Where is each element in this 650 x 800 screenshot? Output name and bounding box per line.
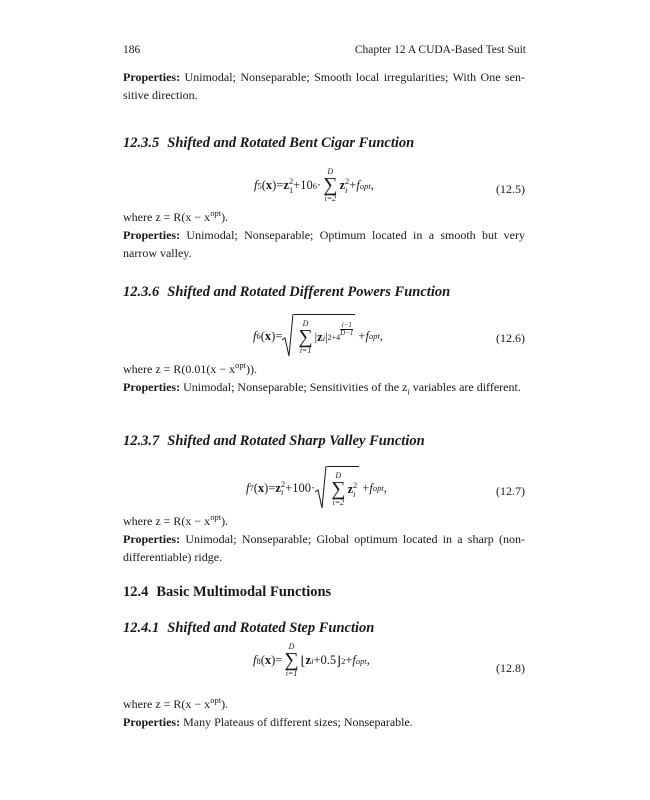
equation-12-7 <box>123 466 525 514</box>
running-title: Chapter 12 A CUDA-Based Test Suit <box>354 44 526 56</box>
equation-body: f 5 ( x ) = z 2 1 + 10 6 · D ∑ i=2 z 2 i + f opt , <box>254 167 374 203</box>
section-heading-12-4-1: 12.4.1 Shifted and Rotated Step Function <box>123 620 375 636</box>
equation-number: (12.6) <box>496 331 525 345</box>
section-heading-12-3-7: 12.3.7 Shifted and Rotated Sharp Valley Function <box>123 433 425 449</box>
equation-body: f 8 ( x ) = D ∑ i=1 ⌊ z i + 0.5 ⌋ 2 + f opt , <box>253 642 370 678</box>
properties-label: Properties: <box>123 380 181 394</box>
properties-12-3-7: where $z = R(x - x^{opt})$. Properties: Unimodal; Nonseparable; Global optimum located in a sharp (non-differentiable) ridge. <box>123 512 525 564</box>
properties-label: Properties: <box>123 532 181 546</box>
section-title: Shifted and Rotated Bent Cigar Function <box>167 135 415 151</box>
equation-12-8 <box>123 643 525 689</box>
square-root: D ∑ i=2 z 2 i <box>315 466 359 510</box>
properties-label: Properties: <box>123 70 181 84</box>
section-heading-12-4: 12.4 Basic Multimodal Functions <box>123 584 332 600</box>
properties-12-4-1: where $z = R(x - x^{opt})$. Properties: Many Plateaus of different sizes; Nonseparable. <box>123 695 413 729</box>
page-number: 186 <box>123 44 141 56</box>
summation: D ∑ i=1 <box>284 642 299 678</box>
section-heading-12-3-5 <box>123 135 543 152</box>
equation-12-6 <box>123 314 525 364</box>
properties-12-3-6: where $z = R(0.01(x - x^{opt}))$. Properties: Unimodal; Nonseparable; Sensitivities of the $z_i$ variables are different. <box>123 360 521 397</box>
page-header <box>123 44 526 56</box>
properties-label: Properties: <box>123 715 181 729</box>
intro-properties <box>123 68 525 104</box>
properties-label: Properties: <box>123 228 181 242</box>
equation-number: (12.8) <box>496 661 525 675</box>
equation-number: (12.7) <box>496 484 525 498</box>
square-root: D ∑ i=1 | z i | 2+4 $\frac{i-1}{D-1}$ <box>282 314 355 358</box>
equation-number: (12.5) <box>496 182 525 196</box>
section-number: 12.3.5 <box>123 135 160 151</box>
equation-body: f 7 ( x ) = z 2 i + 100 · D ∑ i=2 z 2 i + f opt , <box>246 466 387 510</box>
section-heading-12-3-6: 12.3.6 Shifted and Rotated Different Powers Function <box>123 284 451 300</box>
equation-body: f 6 ( x ) = D ∑ i=1 | z i | 2+4 $\frac{i-1}{D-1}$ + f opt , <box>253 314 383 358</box>
properties-text: Unimodal; Nonseparable; Smooth local irregularities; With One sen-sitive direction. <box>123 70 525 102</box>
equation-12-5 <box>123 168 525 208</box>
properties-12-3-5: where $z = R(x - x^{opt})$. Properties: Unimodal; Nonseparable; Optimum located in a smooth but very narrow valley. <box>123 208 525 260</box>
summation: D ∑ i=2 <box>323 167 338 203</box>
